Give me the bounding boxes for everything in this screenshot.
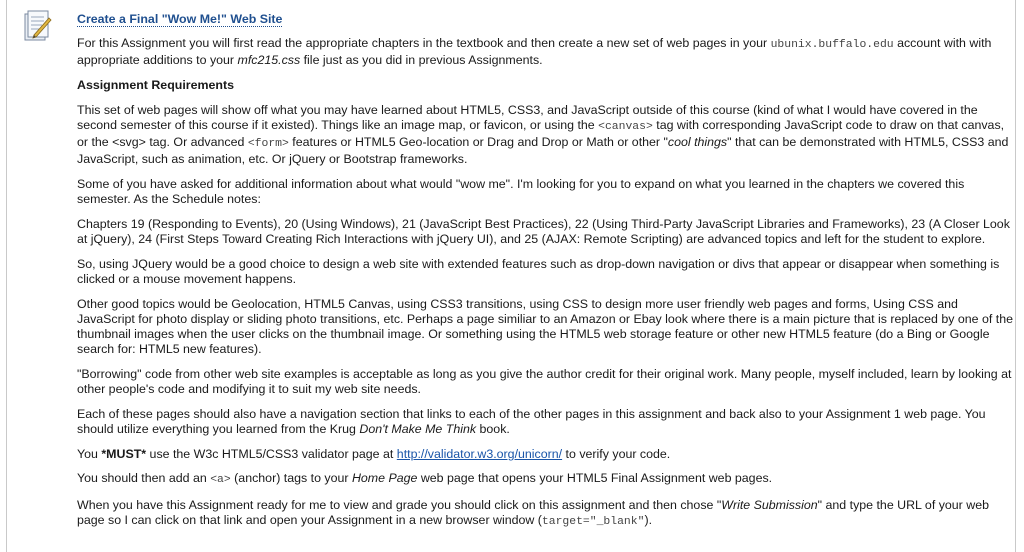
paragraph-navigation: Each of these pages should also have a navigation section that links to each of the other pages in this assignment and back also to your Assignment 1 web page. You should utilize everything you learned from the Krug Don't Make Me Think book.	[77, 406, 986, 437]
requirements-heading: Assignment Requirements	[77, 77, 234, 92]
server-hostname: ubunix.buffalo.edu	[770, 39, 894, 51]
cool-things-text: cool things	[667, 135, 728, 150]
paragraph-anchor: You should then add an <a> (anchor) tags to your Home Page web page that opens your HTML5 Final Assignment web pages.	[77, 471, 773, 487]
paragraph-borrowing: "Borrowing" code from other web site examples is acceptable as long as you give the author credit for their original work. Many people, myself included, learn by looking at other people's code and modifying it to suit my web site needs.	[77, 366, 1012, 397]
intro-paragraph: For this Assignment you will first read the appropriate chapters in the textbook and then create a new set of web pages in your ubunix.buffalo.edu account with with appropriate additions to your mfc215.css file just as you did in previous Assignments.	[77, 36, 992, 68]
canvas-tag-code: <canvas>	[598, 120, 653, 133]
paragraph-chapters: Chapters 19 (Responding to Events), 20 (Using Windows), 21 (JavaScript Best Practices), 22 (Using Third-Party JavaScript Libraries and Frameworks), 23 (A Closer Look at jQuery), 24 (First Steps Toward Creating Rich Interactions with jQuery UI), and 25 (AJAX: Remote Scripting) are advanced topics and left for the student to explore.	[77, 216, 1010, 247]
css-filename: mfc215.css	[237, 53, 301, 68]
assignment-content	[77, 12, 1013, 540]
home-page-text: Home Page	[351, 471, 418, 486]
target-blank-code: target="_blank"	[541, 516, 645, 529]
must-text: *MUST*	[101, 446, 147, 461]
paragraph-validator: You *MUST* use the W3c HTML5/CSS3 validator page at http://validator.w3.org/unicorn/ to verify your code.	[77, 446, 671, 461]
assignment-title-link[interactable]: Create a Final "Wow Me!" Web Site	[77, 12, 283, 26]
book-title: Don't Make Me Think	[359, 422, 477, 437]
anchor-tag-code: <a>	[210, 474, 231, 487]
paragraph-submission: When you have this Assignment ready for me to view and grade you should click on this assignment and then chose "Write Submission" and type the URL of your web page so I can click on that link and open your Assignment in a new browser window (target="_blank").	[77, 498, 989, 529]
assignment-document-icon	[22, 10, 52, 44]
validator-link[interactable]: http://validator.w3.org/unicorn/	[396, 446, 563, 461]
paragraph-jquery: So, using JQuery would be a good choice to design a web site with extended features such as drop-down navigation or divs that appear or disappear when something is clicked or a mouse movement happens.	[77, 256, 1000, 286]
paragraph-overview: This set of web pages will show off what you may have learned about HTML5, CSS3, and JavaScript outside of this course (kind of what I would have covered in the second semester of this course if it existed). Things like an image map, or favicon, or using the <canvas> tag with corresponding JavaScript code to draw on that canvas, or the <svg> tag. Or advanced <form> features or HTML5 Geo-location or Drag and Drop or Math or other "cool things" that can be demonstrated with HTML5, CSS3 and JavaScript, such as animation, etc. Or jQuery or Bootstrap frameworks.	[77, 102, 1009, 167]
paragraph-wow-me: Some of you have asked for additional information about what would "wow me". I'm looking for you to expand on what you learned in the chapters we covered this semester. As the Schedule notes:	[77, 176, 965, 207]
write-submission-text: Write Submission	[721, 498, 818, 513]
paragraph-topics: Other good topics would be Geolocation, HTML5 Canvas, using CSS3 transitions, using CSS to design more user friendly web pages and forms, Using CSS and JavaScript for photo display or sliding photo transitions, etc. Perhaps a page similiar to an Amazon or Ebay look where there is a main picture that is replaced by one of the thumbnail images when the user clicks on the thumbnail image. Or something using the HTML5 web storage feature or other new HTML5 feature (do a Bing or Google search for: HTML5 new features).	[77, 296, 1014, 357]
form-tag-code: <form>	[247, 138, 289, 151]
